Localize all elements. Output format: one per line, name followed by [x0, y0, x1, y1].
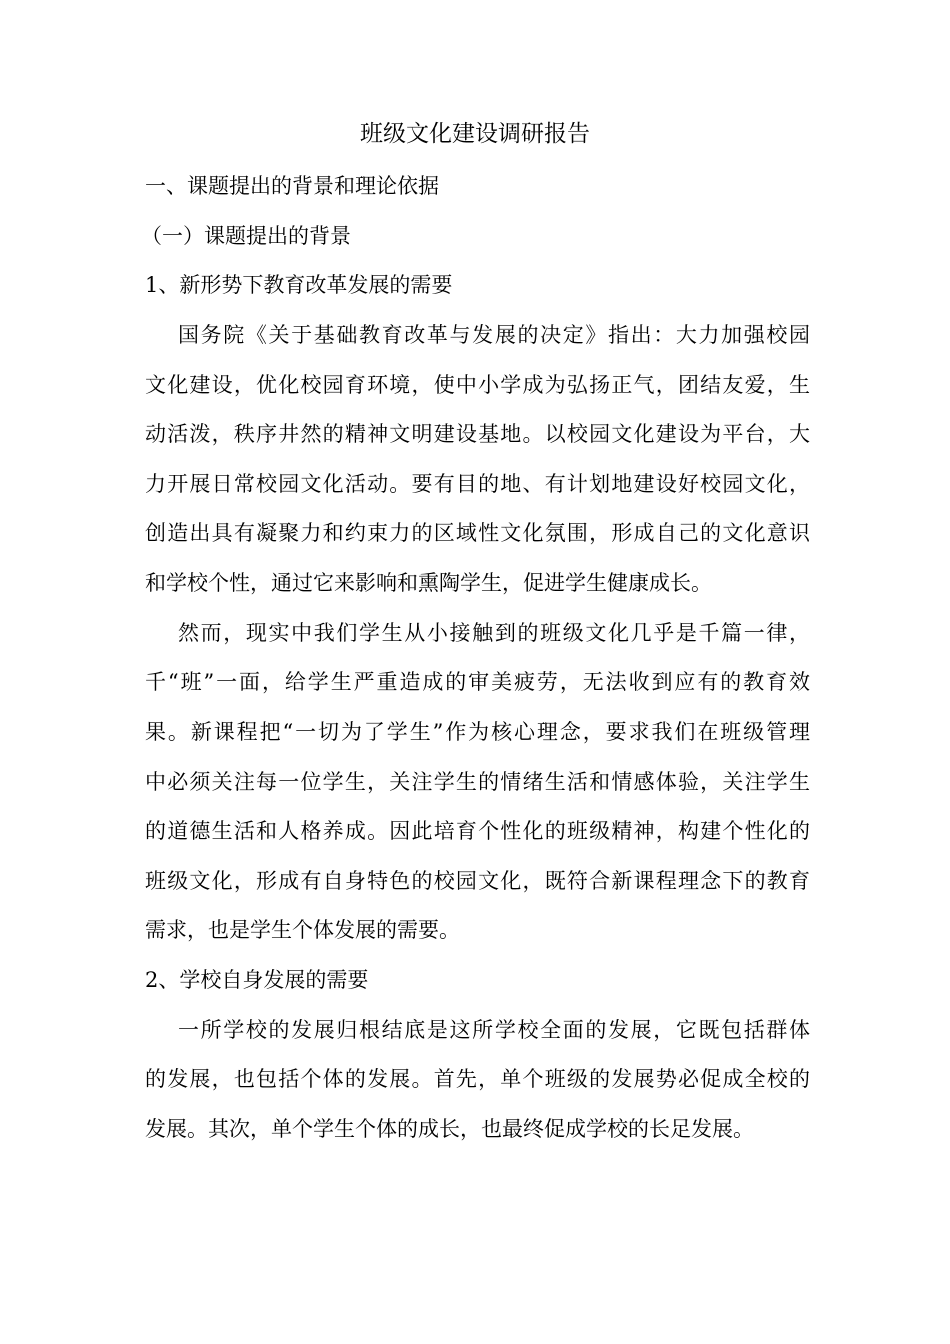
paragraph-line: 中必须关注每一位学生，关注学生的情绪生活和情感体验，关注学生 — [145, 770, 810, 794]
paragraph-line: 需求，也是学生个体发展的需要。 — [145, 918, 460, 942]
paragraph-line: 千“班”一面，给学生严重造成的审美疲劳，无法收到应有的教育效 — [145, 670, 810, 694]
paragraph-line: 班级文化，形成有自身特色的校园文化，既符合新课程理念下的教育 — [145, 869, 810, 893]
paragraph-line: 发展。其次，单个学生个体的成长，也最终促成学校的长足发展。 — [145, 1117, 754, 1141]
section-heading: 一、课题提出的背景和理论依据 — [145, 174, 439, 198]
paragraph-line: 文化建设，优化校园育环境，使中小学成为弘扬正气，团结友爱，生 — [145, 373, 810, 397]
paragraph-line: 的发展，也包括个体的发展。首先，单个班级的发展势必促成全校的 — [145, 1067, 810, 1091]
paragraph-line: 创造出具有凝聚力和约束力的区域性文化氛围，形成自己的文化意识 — [145, 521, 810, 545]
paragraph-line: 的道德生活和人格养成。因此培育个性化的班级精神，构建个性化的 — [145, 819, 810, 843]
subsection-heading: （一）课题提出的背景 — [141, 224, 351, 248]
paragraph-line: 动活泼，秩序井然的精神文明建设基地。以校园文化建设为平台，大 — [145, 422, 810, 446]
paragraph-line: 果。新课程把“一切为了学生”作为核心理念，要求我们在班级管理 — [145, 720, 810, 744]
document-title: 班级文化建设调研报告 — [360, 121, 590, 147]
item-heading: 2、学校自身发展的需要 — [145, 968, 369, 992]
paragraph-line: 一所学校的发展归根结底是这所学校全面的发展，它既包括群体 — [178, 1018, 810, 1042]
item-heading: 1、新形势下教育改革发展的需要 — [145, 273, 453, 297]
paragraph-line: 国务院《关于基础教育改革与发展的决定》指出：大力加强校园 — [178, 323, 810, 347]
paragraph-line: 力开展日常校园文化活动。要有目的地、有计划地建设好校园文化， — [145, 472, 810, 496]
paragraph-line: 然而，现实中我们学生从小接触到的班级文化几乎是千篇一律， — [178, 621, 810, 645]
paragraph-line: 和学校个性，通过它来影响和熏陶学生，促进学生健康成长。 — [145, 571, 712, 595]
